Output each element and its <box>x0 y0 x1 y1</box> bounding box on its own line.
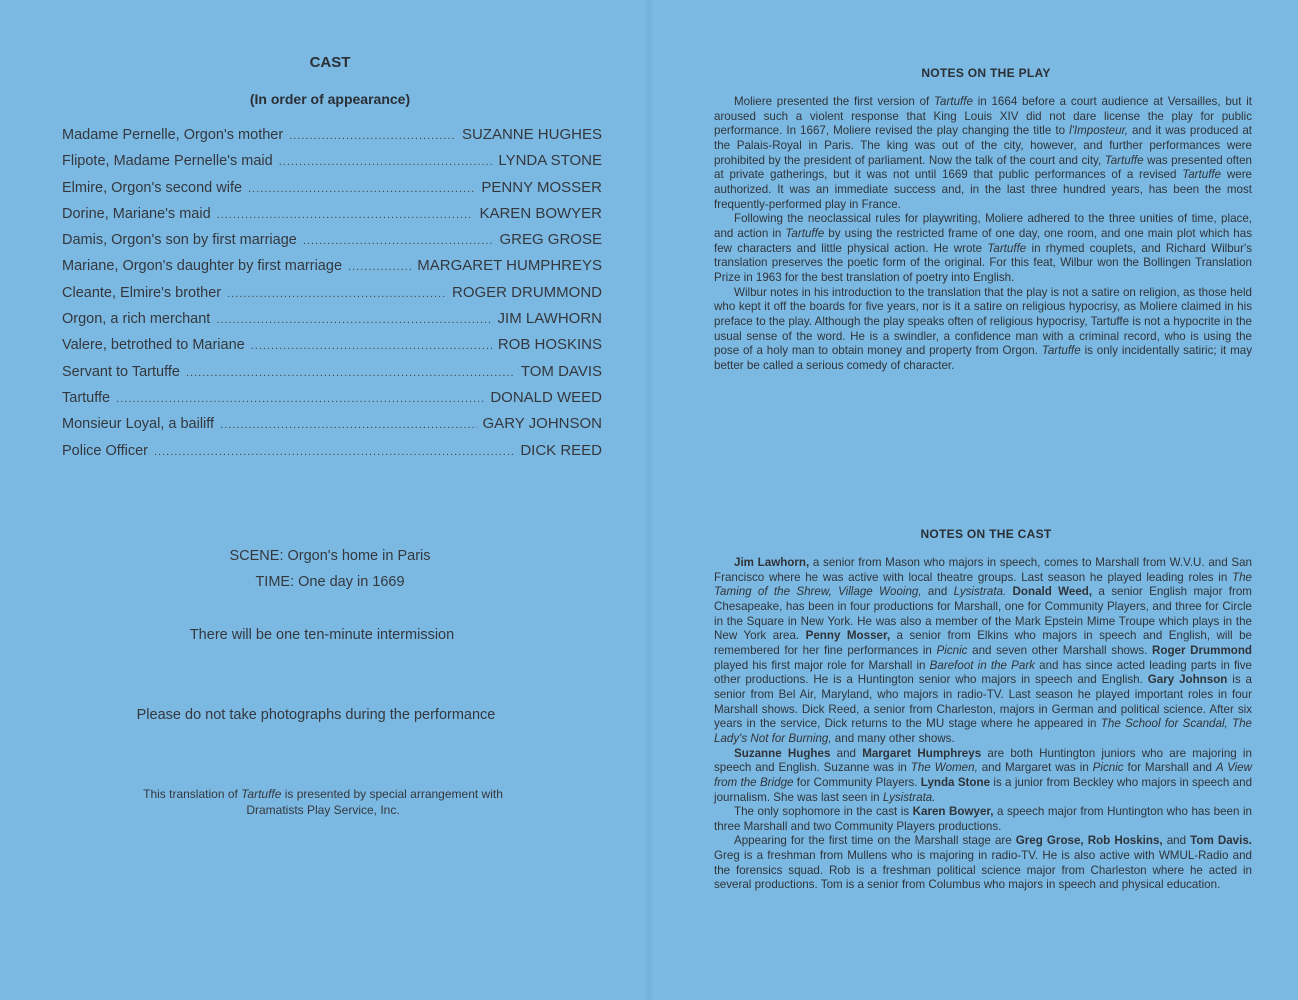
cast-role: Monsieur Loyal, a bailiff <box>62 416 215 433</box>
text-run: Moliere presented the first version of <box>734 95 935 108</box>
cast-row <box>62 336 602 362</box>
bold-run: Tom Davis. <box>1190 834 1253 848</box>
notes-play-title: NOTES ON THE PLAY <box>921 66 1051 80</box>
leader-dots <box>348 261 411 273</box>
cast-role: Madame Pernelle, Orgon's mother <box>62 127 284 143</box>
cast-row <box>62 179 602 205</box>
text-run: and <box>921 585 954 599</box>
cast-row <box>62 363 602 389</box>
leader-dots <box>217 209 474 221</box>
text-run: Greg is a freshman from Mullens who is majoring in radio-TV. He is also active with WMUL-Radio and the forensics squad. Rob is a freshman political science major from Charleston where he acted in several productions. Tom is a senior from Columbus who majors in speech and physical education. <box>714 849 1252 892</box>
cast-actor: GREG GROSE <box>499 231 602 249</box>
cast-role: Cleante, Elmire's brother <box>62 284 222 301</box>
leader-dots <box>251 340 492 352</box>
text-run: Appearing for the first time on the Marshall stage are <box>734 834 1016 848</box>
cast-row <box>62 389 602 415</box>
text-run: is a senior from Bel Air, Maryland, who majors in radio-TV. Last season he played important roles in four Marshall shows. Dick Reed, a senior from Charleston, majors in German and political science. After six years in the service, Dick returns to the MU stage where he appeared in <box>714 673 1253 731</box>
cast-actor: KAREN BOWYER <box>479 204 602 222</box>
cast-row <box>62 415 602 441</box>
credit-prefix: This translation of <box>143 787 242 801</box>
cast-actor: TOM DAVIS <box>520 362 602 380</box>
cast-actor: JIM LAWHORN <box>497 310 602 328</box>
cast-row <box>62 284 602 310</box>
text-run: by using the restricted frame of one day, one room, and one main plot which has few characters and little physical action. He wrote <box>714 226 1252 255</box>
text-run: Wilbur notes in his introduction to the translation that the play is not a satire on religion, as those held who kept it off the boards for five years, nor is it a satire on religious hypocrisy, as Moliere claimed in his preface to the play. Although the play speaks often of religious hypocrisy, Tartuffe is not a hypocrite in the usual sense of the word. He is a swindler, a confidence man with a criminal record, who is using the pose of a holy man to obtain money and property from Orgon. <box>714 285 1252 358</box>
translation-credit <box>0 786 646 818</box>
text-run: for Community Players. <box>793 775 921 789</box>
text-run: a senior English major from Chesapeake, has been in four productions for Marshall, one for Community Players, and three for Circle in the Square in New York. He was also a member of the Mark Epstein Mime Troupe which plays in the New York area. <box>714 585 1252 643</box>
notes-cast-title: NOTES ON THE CAST <box>920 527 1052 541</box>
italic-run: Lysistrata. <box>953 585 1007 599</box>
cast-actor: DICK REED <box>520 441 602 459</box>
paragraph <box>714 95 1252 212</box>
paragraph <box>714 212 1252 285</box>
intermission-note: There will be one ten-minute intermission <box>189 627 455 643</box>
leader-dots <box>303 235 494 247</box>
credit-suffix: is presented by special arrangement with <box>281 787 503 801</box>
cast-list <box>62 126 602 468</box>
cast-subtitle: (In order of appearance) <box>249 91 411 107</box>
bold-run: Gary Johnson <box>1147 673 1228 687</box>
cast-role: Damis, Orgon's son by first marriage <box>62 232 297 249</box>
text-run: The only sophomore in the cast is <box>734 805 913 819</box>
cast-row <box>62 310 602 336</box>
text-run: in 1664 before a court audience at Versailles, but it aroused such a violent response that King Louis XIV did not dare license the play for public performance. In 1667, Moliere revised the play changing the title to <box>714 95 1252 138</box>
italic-run: Tartuffe <box>1104 153 1144 167</box>
notes-cast-body <box>714 556 1252 893</box>
text-run: was presented often at private gatherings, but it was not until 1669 that public performances of a revised <box>714 153 1252 182</box>
bold-run: Penny Mosser, <box>805 629 891 643</box>
cast-actor: DONALD WEED <box>490 388 602 406</box>
paragraph <box>714 805 1252 834</box>
text-run: in rhymed couplets, and Richard Wilbur's translation preserves the poetic form of the original. For this feat, Wilbur won the Bollingen Translation Prize in 1963 for the best translation of poetry into English. <box>714 241 1252 284</box>
paragraph <box>714 747 1252 806</box>
cast-actor: ROGER DRUMMOND <box>452 283 602 301</box>
cast-actor: LYNDA STONE <box>498 152 602 170</box>
cast-actor: PENNY MOSSER <box>481 178 602 196</box>
cast-role: Tartuffe <box>62 389 111 406</box>
italic-run: The Taming of the Shrew, Village Wooing, <box>714 570 1252 599</box>
italic-run: Picnic <box>936 643 968 657</box>
cast-actor: MARGARET HUMPHREYS <box>417 257 602 275</box>
cast-row <box>62 257 602 283</box>
italic-run: A View from the Bridge <box>714 761 1252 789</box>
photo-notice: Please do not take photographs during the performance <box>136 707 496 723</box>
italic-run: Lysistrata. <box>882 790 936 804</box>
paragraph <box>714 556 1252 747</box>
text-run: and has since acted leading parts in five other productions. He is a Huntington senior who majors in speech and English. <box>714 658 1252 687</box>
cast-role: Police Officer <box>62 442 148 459</box>
cast-row <box>62 152 602 178</box>
cast-role: Servant to Tartuffe <box>62 363 180 380</box>
bold-run: Lynda Stone <box>920 775 991 789</box>
cast-role: Dorine, Mariane's maid <box>62 205 211 222</box>
cast-role: Mariane, Orgon's daughter by first marriage <box>62 258 343 275</box>
bold-run: Margaret Humphreys <box>862 746 982 760</box>
right-page <box>650 0 1298 1000</box>
text-run: for Marshall and <box>1123 761 1216 775</box>
cast-actor: SUZANNE HUGHES <box>461 126 602 143</box>
text-run: and <box>830 746 863 760</box>
notes-play-body <box>714 95 1252 373</box>
text-run: Following the neoclassical rules for playwriting, Moliere adhered to the three unities of time, place, and action in <box>714 212 1252 240</box>
leader-dots <box>186 367 515 379</box>
cast-role: Flipote, Madame Pernelle's maid <box>62 153 273 170</box>
italic-run: The School for Scandal, The Lady's Not for Burning, <box>714 717 1253 745</box>
time-line: TIME: One day in 1669 <box>255 574 405 590</box>
credit-title: Tartuffe <box>241 787 282 801</box>
cast-actor: GARY JOHNSON <box>482 415 602 433</box>
italic-run: Tartuffe <box>987 241 1027 255</box>
leader-dots <box>227 288 446 300</box>
cast-row <box>62 442 602 468</box>
leader-dots <box>216 314 491 326</box>
cast-row <box>62 231 602 257</box>
text-run: were authorized. It was an immediate success and, in the last three hundred years, has been the most frequently-performed play in France. <box>714 168 1252 211</box>
credit-line2: Dramatists Play Service, Inc. <box>246 803 400 817</box>
cast-row <box>62 205 602 231</box>
bold-run: Roger Drummond <box>1152 643 1252 657</box>
cast-actor: ROB HOSKINS <box>497 336 602 354</box>
leader-dots <box>289 130 456 142</box>
cast-role: Elmire, Orgon's second wife <box>62 179 243 196</box>
text-run: a senior from Mason who majors in speech, comes to Marshall from W.V.U. and San Francisco where he was active with local theatre groups. Last season he played leading roles in <box>714 556 1252 584</box>
leader-dots <box>220 419 476 431</box>
text-run: and many other shows. <box>831 731 955 745</box>
text-run: are both Huntington juniors who are majoring in speech and English. Suzanne was in <box>714 746 1252 775</box>
bold-run: Donald Weed, <box>1012 585 1093 599</box>
paragraph <box>714 286 1252 374</box>
text-run: is only incidentally satiric; it may better be called a serious comedy of character. <box>714 344 1252 372</box>
text-run: and Margaret was in <box>977 761 1093 775</box>
bold-run: Suzanne Hughes <box>734 746 831 760</box>
text-run: and it was produced at the Palais-Royal in Paris. The king was out of the city, however, and further performances were prohibited by the president of parliament. Now the talk of the court and city, <box>714 124 1252 167</box>
cast-role: Orgon, a rich merchant <box>62 311 211 328</box>
text-run: a senior from Elkins who majors in speech and English, will be remembered for her fine performances in <box>714 629 1252 657</box>
italic-run: Picnic <box>1092 761 1124 775</box>
bold-run: Greg Grose, Rob Hoskins, <box>1015 834 1163 848</box>
leader-dots <box>154 446 514 458</box>
italic-run: Tartuffe <box>1041 344 1081 358</box>
scene-line: SCENE: Orgon's home in Paris <box>229 548 431 564</box>
leader-dots <box>279 156 493 168</box>
text-run: and <box>1162 834 1191 848</box>
italic-run: Tartuffe <box>934 95 973 108</box>
cast-row <box>62 126 602 152</box>
text-run: played his first major role for Marshall in <box>714 658 930 672</box>
bold-run: Jim Lawhorn, <box>734 556 810 569</box>
leader-dots <box>248 183 475 195</box>
italic-run: Barefoot in the Park <box>929 658 1035 672</box>
text-run: is a junior from Beckley who majors in speech and journalism. She was last seen in <box>714 775 1253 804</box>
bold-run: Karen Bowyer, <box>912 805 994 819</box>
italic-run: Tartuffe <box>1182 168 1222 182</box>
text-run: and seven other Marshall shows. <box>967 643 1153 657</box>
italic-run: The Women, <box>910 761 978 775</box>
cast-role: Valere, betrothed to Mariane <box>62 337 245 354</box>
cast-title: CAST <box>309 54 351 71</box>
paragraph <box>714 834 1252 893</box>
italic-run: Tartuffe <box>785 226 825 240</box>
italic-run: l'Imposteur, <box>1069 124 1129 138</box>
text-run: a speech major from Huntington who has been in three Marshall and two Community Players productions. <box>714 805 1252 833</box>
leader-dots <box>116 393 484 405</box>
